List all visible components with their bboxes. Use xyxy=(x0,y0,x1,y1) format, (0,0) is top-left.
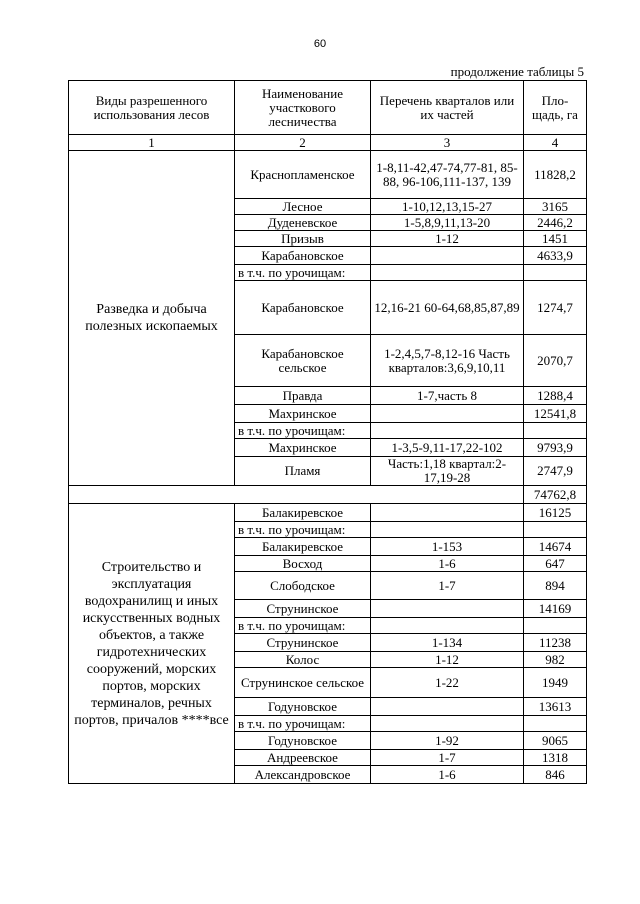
quarters-cell xyxy=(371,600,524,618)
use-type-cell: Разведка и добыча полезных ископаемых xyxy=(69,151,235,486)
quarters-cell xyxy=(371,265,524,281)
area-cell: 16125 xyxy=(524,504,587,522)
table-row xyxy=(69,504,587,522)
area-cell xyxy=(524,522,587,538)
forestry-name-cell: Слободское xyxy=(235,572,371,600)
quarters-cell: 1-5,8,9,11,13-20 xyxy=(371,215,524,231)
area-cell xyxy=(524,716,587,732)
area-cell: 982 xyxy=(524,652,587,668)
area-cell: 4633,9 xyxy=(524,247,587,265)
quarters-cell xyxy=(371,423,524,439)
forestry-name-cell: Лесное xyxy=(235,199,371,215)
forestry-name-cell: Балакиревское xyxy=(235,538,371,556)
forestry-name-cell: Карабановское сельское xyxy=(235,335,371,387)
quarters-cell: 1-7 xyxy=(371,572,524,600)
area-cell: 9793,9 xyxy=(524,439,587,457)
area-cell: 11828,2 xyxy=(524,151,587,199)
area-cell: 2070,7 xyxy=(524,335,587,387)
area-cell: 1451 xyxy=(524,231,587,247)
forestry-name-cell: Дуденевское xyxy=(235,215,371,231)
area-cell xyxy=(524,265,587,281)
area-cell: 1288,4 xyxy=(524,387,587,405)
area-cell: 1274,7 xyxy=(524,281,587,335)
quarters-cell: 1-8,11-42,47-74,77-81, 85-88, 96-106,111-137, 139 xyxy=(371,151,524,199)
area-cell: 12541,8 xyxy=(524,405,587,423)
quarters-cell: 1-6 xyxy=(371,766,524,784)
quarters-cell xyxy=(371,405,524,423)
quarters-cell xyxy=(371,247,524,265)
area-cell: 3165 xyxy=(524,199,587,215)
quarters-cell: 1-3,5-9,11-17,22-102 xyxy=(371,439,524,457)
quarters-cell: 1-10,12,13,15-27 xyxy=(371,199,524,215)
forestry-name-cell: Восход xyxy=(235,556,371,572)
forestry-name-cell: Александровское xyxy=(235,766,371,784)
forestry-name-cell: Струнинское xyxy=(235,600,371,618)
area-cell: 2747,9 xyxy=(524,457,587,486)
page-number: 60 xyxy=(313,38,327,50)
subgroup-label: в т.ч. по урочищам: xyxy=(235,522,371,538)
quarters-cell xyxy=(371,618,524,634)
area-cell: 1318 xyxy=(524,750,587,766)
quarters-cell: 1-134 xyxy=(371,634,524,652)
header-use-type: Виды разрешенного использования лесов xyxy=(69,81,235,135)
header-forestry-name: Наименование участкового лесничества xyxy=(235,81,371,135)
area-cell: 11238 xyxy=(524,634,587,652)
forestry-name-cell: Балакиревское xyxy=(235,504,371,522)
forestry-name-cell: Годуновское xyxy=(235,732,371,750)
subgroup-label: в т.ч. по урочищам: xyxy=(235,265,371,281)
forest-use-table xyxy=(68,80,587,784)
column-number-row xyxy=(69,135,587,151)
quarters-cell: 1-153 xyxy=(371,538,524,556)
column-number: 1 xyxy=(69,135,235,151)
area-cell: 846 xyxy=(524,766,587,784)
area-cell: 894 xyxy=(524,572,587,600)
area-cell: 647 xyxy=(524,556,587,572)
use-type-cell: Строительство и эксплуатация водохранилищ и иных искусственных водных объектов, а также гидротехнических сооружений, морских портов, морских терминалов, речных портов, причалов ****все xyxy=(69,504,235,784)
area-cell: 9065 xyxy=(524,732,587,750)
quarters-cell xyxy=(371,504,524,522)
quarters-cell xyxy=(371,698,524,716)
forestry-name-cell: Струнинское сельское xyxy=(235,668,371,698)
area-cell: 14169 xyxy=(524,600,587,618)
area-cell: 13613 xyxy=(524,698,587,716)
quarters-cell xyxy=(371,522,524,538)
quarters-cell xyxy=(371,716,524,732)
column-number: 3 xyxy=(371,135,524,151)
area-cell: 2446,2 xyxy=(524,215,587,231)
forestry-name-cell: Краснопламенское xyxy=(235,151,371,199)
forestry-name-cell: Пламя xyxy=(235,457,371,486)
forestry-name-cell: Правда xyxy=(235,387,371,405)
area-cell: 14674 xyxy=(524,538,587,556)
header-quarters: Перечень кварталов или их частей xyxy=(371,81,524,135)
table-header-row xyxy=(69,81,587,135)
area-cell xyxy=(524,423,587,439)
subgroup-label: в т.ч. по урочищам: xyxy=(235,716,371,732)
forestry-name-cell: Струнинское xyxy=(235,634,371,652)
forestry-name-cell: Андреевское xyxy=(235,750,371,766)
area-cell xyxy=(524,618,587,634)
forestry-name-cell: Махринское xyxy=(235,405,371,423)
column-number: 2 xyxy=(235,135,371,151)
forestry-name-cell: Махринское xyxy=(235,439,371,457)
quarters-cell: Часть:1,18 квартал:2-17,19-28 xyxy=(371,457,524,486)
forestry-name-cell: Призыв xyxy=(235,231,371,247)
total-empty-cell xyxy=(69,486,524,504)
forestry-name-cell: Колос xyxy=(235,652,371,668)
quarters-cell: 1-6 xyxy=(371,556,524,572)
quarters-cell: 1-2,4,5,7-8,12-16 Часть кварталов:3,6,9,10,11 xyxy=(371,335,524,387)
quarters-cell: 1-12 xyxy=(371,652,524,668)
area-cell: 1949 xyxy=(524,668,587,698)
quarters-cell: 1-92 xyxy=(371,732,524,750)
quarters-cell: 12,16-21 60-64,68,85,87,89 xyxy=(371,281,524,335)
column-number: 4 xyxy=(524,135,587,151)
total-area-cell: 74762,8 xyxy=(524,486,587,504)
quarters-cell: 1-7,часть 8 xyxy=(371,387,524,405)
table-continuation-label: продолжение таблицы 5 xyxy=(450,64,584,79)
forestry-name-cell: Карабановское xyxy=(235,281,371,335)
quarters-cell: 1-22 xyxy=(371,668,524,698)
quarters-cell: 1-7 xyxy=(371,750,524,766)
forestry-name-cell: Карабановское xyxy=(235,247,371,265)
quarters-cell: 1-12 xyxy=(371,231,524,247)
forestry-name-cell: Годуновское xyxy=(235,698,371,716)
header-area: Пло-щадь, га xyxy=(524,81,587,135)
subgroup-label: в т.ч. по урочищам: xyxy=(235,423,371,439)
subgroup-label: в т.ч. по урочищам: xyxy=(235,618,371,634)
total-row xyxy=(69,486,587,504)
table-row xyxy=(69,151,587,199)
